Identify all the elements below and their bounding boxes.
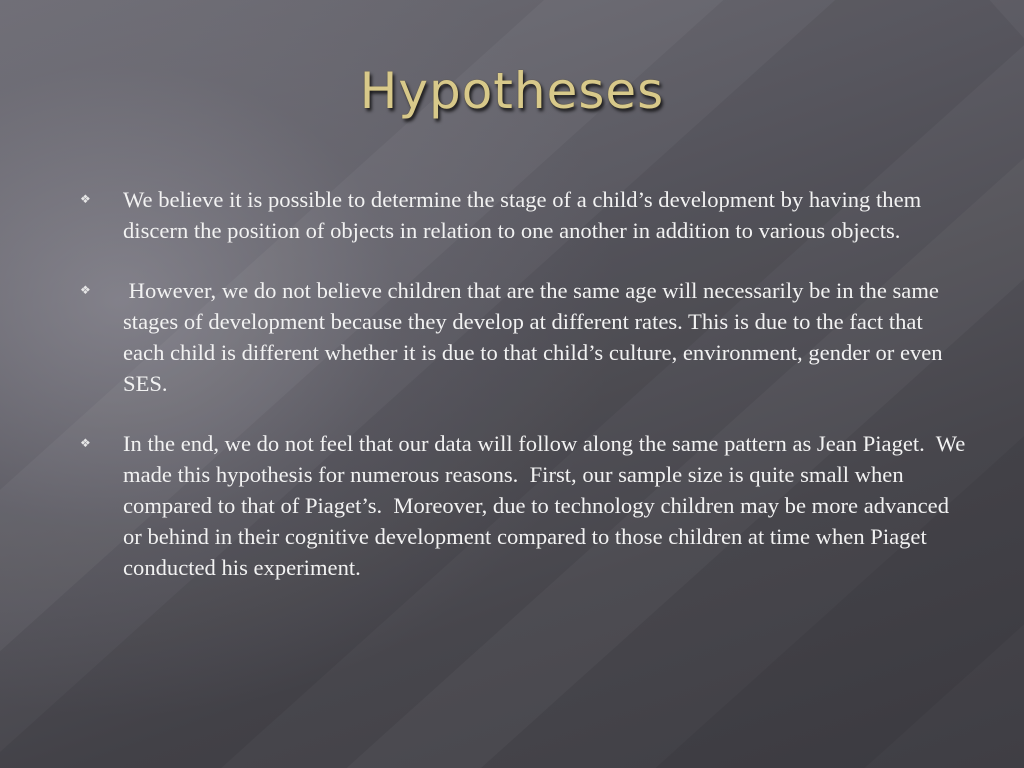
diamond-bullet-icon: ❖ bbox=[80, 283, 91, 297]
bullet-text: In the end, we do not feel that our data will follow along the same pattern as Jean Piaget. We made this hypothesis for numerous reasons. First, our sample size is quite small when compared to that of Piaget’s. Moreover, due to technology children may be more advanced or behind in their cognitive development compared to those children at time when Piaget conducted his experiment. bbox=[123, 431, 971, 580]
bullet-list bbox=[76, 184, 971, 612]
bullet-item-3 bbox=[76, 428, 971, 583]
bullet-text: However, we do not believe children that are the same age will necessarily be in the same stages of development because they develop at different rates. This is due to the fact that each child is different whether it is due to that child’s culture, environment, gender or even SES. bbox=[123, 278, 949, 396]
bullet-item-1 bbox=[76, 184, 968, 246]
slide-title: Hypotheses bbox=[359, 62, 665, 120]
diamond-bullet-icon: ❖ bbox=[80, 192, 91, 206]
bullet-text: We believe it is possible to determine the stage of a child’s development by having them discern the position of objects in relation to one another in addition to various objects. bbox=[123, 187, 922, 243]
diamond-bullet-icon: ❖ bbox=[80, 436, 91, 450]
bullet-item-2 bbox=[76, 275, 968, 399]
